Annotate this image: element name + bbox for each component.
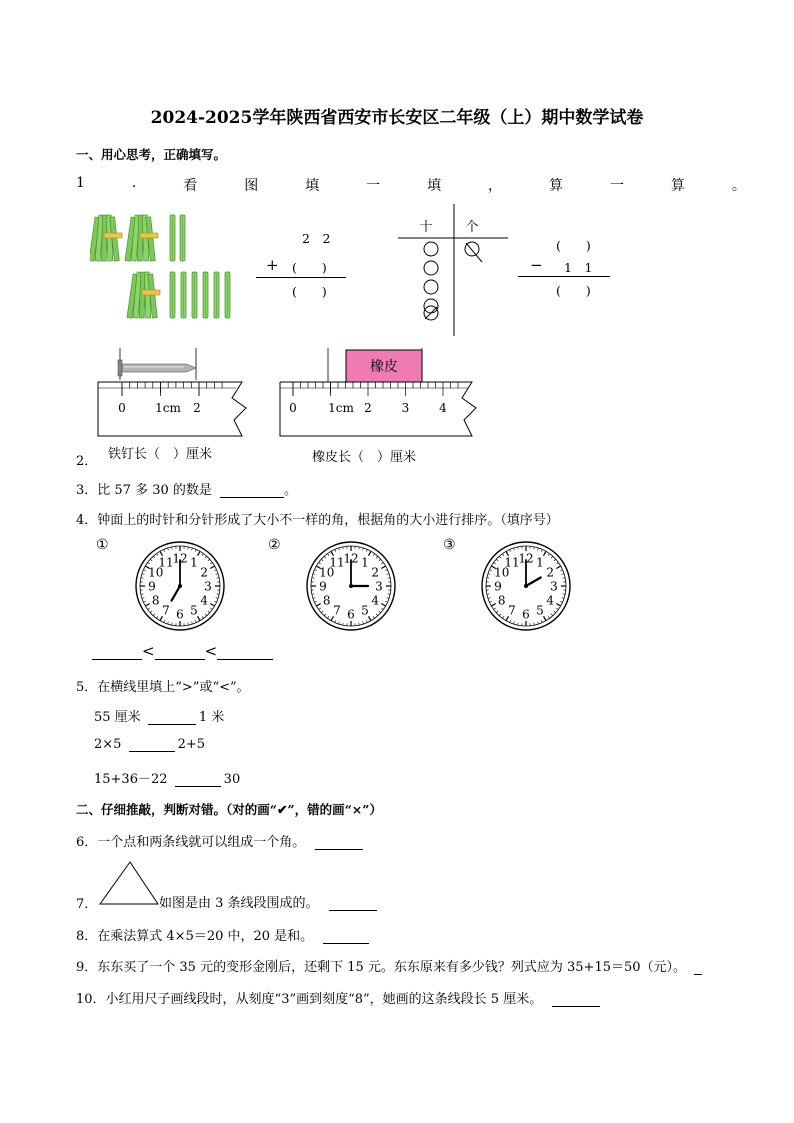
clock-number: 11 — [329, 555, 345, 570]
clock-2-label: ② — [268, 537, 281, 553]
clock-number: 6 — [347, 607, 355, 622]
q7-answer-blank[interactable] — [329, 896, 377, 911]
q4-answer-blank-2[interactable] — [155, 645, 205, 660]
sub-blank-result: ( ) — [556, 283, 591, 298]
clock-number: 1 — [361, 555, 369, 570]
q6: 6．一个点和两条线就可以组成一个角。 — [76, 831, 363, 850]
clock-number: 2 — [200, 565, 209, 580]
q6-answer-blank[interactable] — [315, 835, 363, 850]
nail — [118, 360, 196, 376]
clock-number: 7 — [333, 603, 341, 618]
clock-number: 8 — [497, 593, 506, 608]
clock-number: 4 — [371, 593, 380, 608]
ruler-tick-label: 0 — [118, 401, 126, 415]
q5-blank-2[interactable] — [129, 737, 175, 752]
stick-bundles-figure — [90, 210, 250, 330]
ruler-tick-label: 0 — [289, 401, 297, 415]
stick-bundle — [90, 215, 122, 261]
clock-number: 3 — [375, 579, 383, 594]
q8-answer-blank[interactable] — [323, 929, 369, 944]
sub-blank-top: ( ) — [556, 238, 591, 253]
single-stick — [225, 272, 230, 318]
crossed-bead — [424, 306, 438, 320]
add-rule — [256, 277, 346, 278]
q4-answer-blank-3[interactable] — [217, 645, 273, 660]
add-blank-addend: ( ) — [292, 260, 327, 275]
nail-length-label: 铁钉长（ ）厘米 — [108, 447, 213, 462]
ruler-tick-label: 1cm — [155, 401, 181, 415]
stick-bundle — [127, 272, 160, 318]
add-top-number: 2 2 — [302, 231, 331, 246]
clock-number: 6 — [176, 607, 184, 622]
single-stick — [180, 215, 185, 261]
nail-ruler-figure — [96, 346, 248, 442]
ruler-tick-label: 2 — [364, 401, 372, 415]
clock-number: 11 — [158, 555, 174, 570]
q4-answer-row: < < — [92, 642, 273, 660]
page-title: 2024-2025学年陕西省西安市长安区二年级（上）期中数学试卷 — [150, 108, 644, 128]
clock-number: 10 — [319, 565, 335, 580]
single-stick — [170, 215, 175, 261]
clock-number: 7 — [508, 603, 516, 618]
single-stick — [181, 272, 186, 318]
q5-text: 5．在横线里填上“>”或“<”。 — [76, 680, 250, 695]
clock-number: 9 — [319, 579, 327, 594]
section-1-heading: 一、用心思考，正确填写。 — [76, 147, 227, 162]
clock-number: 8 — [322, 593, 331, 608]
sub-number: 1 1 — [564, 260, 593, 275]
clock-3-label: ③ — [443, 537, 456, 553]
clock-number: 3 — [204, 579, 212, 594]
bead — [424, 280, 438, 294]
clock-number: 1 — [536, 555, 544, 570]
clock-number: 6 — [522, 607, 530, 622]
q5-blank-1[interactable] — [148, 710, 196, 725]
clock-number: 9 — [494, 579, 502, 594]
clock-number: 12 — [172, 551, 188, 566]
eraser-ruler-figure — [278, 346, 478, 442]
clock-number: 3 — [550, 579, 558, 594]
q7-number: 7． — [76, 897, 98, 912]
clock-number: 11 — [504, 555, 520, 570]
clock-number: 2 — [546, 565, 555, 580]
clock-1-label: ① — [96, 537, 109, 553]
add-blank-result: ( ) — [292, 284, 327, 299]
q3-answer-blank[interactable] — [220, 483, 284, 498]
sub-rule — [518, 276, 610, 277]
q10: 10．小红用尺子画线段时，从刻度“3”画到刻度“8”，她画的这条线段长 5 厘米。 — [76, 988, 600, 1007]
clock-face-2 — [305, 540, 397, 632]
bead — [424, 242, 438, 256]
q4-answer-blank-1[interactable] — [92, 645, 142, 660]
q9-answer-blank[interactable] — [694, 960, 702, 975]
tens-label: 十 — [419, 220, 433, 235]
clock-number: 10 — [494, 565, 510, 580]
clock-face-1 — [134, 540, 226, 632]
clock-number: 7 — [162, 603, 170, 618]
single-stick — [192, 272, 197, 318]
clock-number: 1 — [190, 555, 198, 570]
triangle-figure — [98, 860, 162, 906]
ruler-tick-label: 1cm — [328, 401, 354, 415]
minus-sign: − — [530, 256, 543, 274]
section-2-heading: 二、仔细推敲，判断对错。（对的画“✔”，错的画“×”） — [76, 802, 382, 817]
clock-number: 5 — [190, 603, 198, 618]
q5-item-1: 55 厘米 1 米 — [94, 710, 225, 725]
clock-number: 4 — [200, 593, 209, 608]
clock-face-3 — [480, 540, 572, 632]
q5-blank-3[interactable] — [175, 772, 221, 787]
single-stick — [203, 272, 208, 318]
eraser-length-label: 橡皮长（ ）厘米 — [312, 450, 417, 465]
q5-item-3: 15+36－22 30 — [94, 772, 241, 787]
bead — [424, 261, 438, 275]
single-stick — [214, 272, 219, 318]
stick-bundle — [125, 215, 158, 261]
q4-text: 4．钟面上的时针和分针形成了大小不一样的角，根据角的大小进行排序。（填序号） — [76, 513, 559, 528]
clock-number: 9 — [148, 579, 156, 594]
ruler-tick-label: 4 — [439, 401, 447, 415]
clock-number: 10 — [148, 565, 164, 580]
q8: 8．在乘法算式 4×5＝20 中，20 是和。 — [76, 925, 369, 944]
plus-sign: + — [266, 256, 279, 274]
q7: 如图是由 3 条线段围成的。 — [159, 892, 377, 911]
q1-prompt: 1 . 看 图 填 一 填 ， 算 一 算 。 — [76, 175, 746, 194]
eraser-text: 橡皮 — [370, 359, 398, 375]
clock-number: 12 — [343, 551, 359, 566]
q3: 3．比 57 多 30 的数是 。 — [76, 483, 298, 498]
crossed-bead — [465, 242, 482, 262]
ruler-tick-label: 2 — [193, 401, 201, 415]
clock-number: 5 — [536, 603, 544, 618]
place-value-chart — [398, 202, 510, 338]
clock-number: 8 — [151, 593, 160, 608]
q5-item-2: 2×5 2+5 — [94, 737, 206, 752]
ruler-tick-label: 3 — [401, 401, 410, 415]
clock-number: 12 — [518, 551, 534, 566]
q10-answer-blank[interactable] — [552, 992, 600, 1007]
clock-number: 4 — [546, 593, 555, 608]
clock-number: 5 — [361, 603, 369, 618]
clock-number: 2 — [371, 565, 380, 580]
ones-label: 个 — [465, 220, 479, 235]
q2-number: 2． — [76, 454, 98, 469]
q9: 9．东东买了一个 35 元的变形金刚后，还剩下 15 元。东东原来有多少钱？列式应为 35+15＝50（元）。 — [76, 956, 702, 975]
single-stick — [170, 272, 175, 318]
